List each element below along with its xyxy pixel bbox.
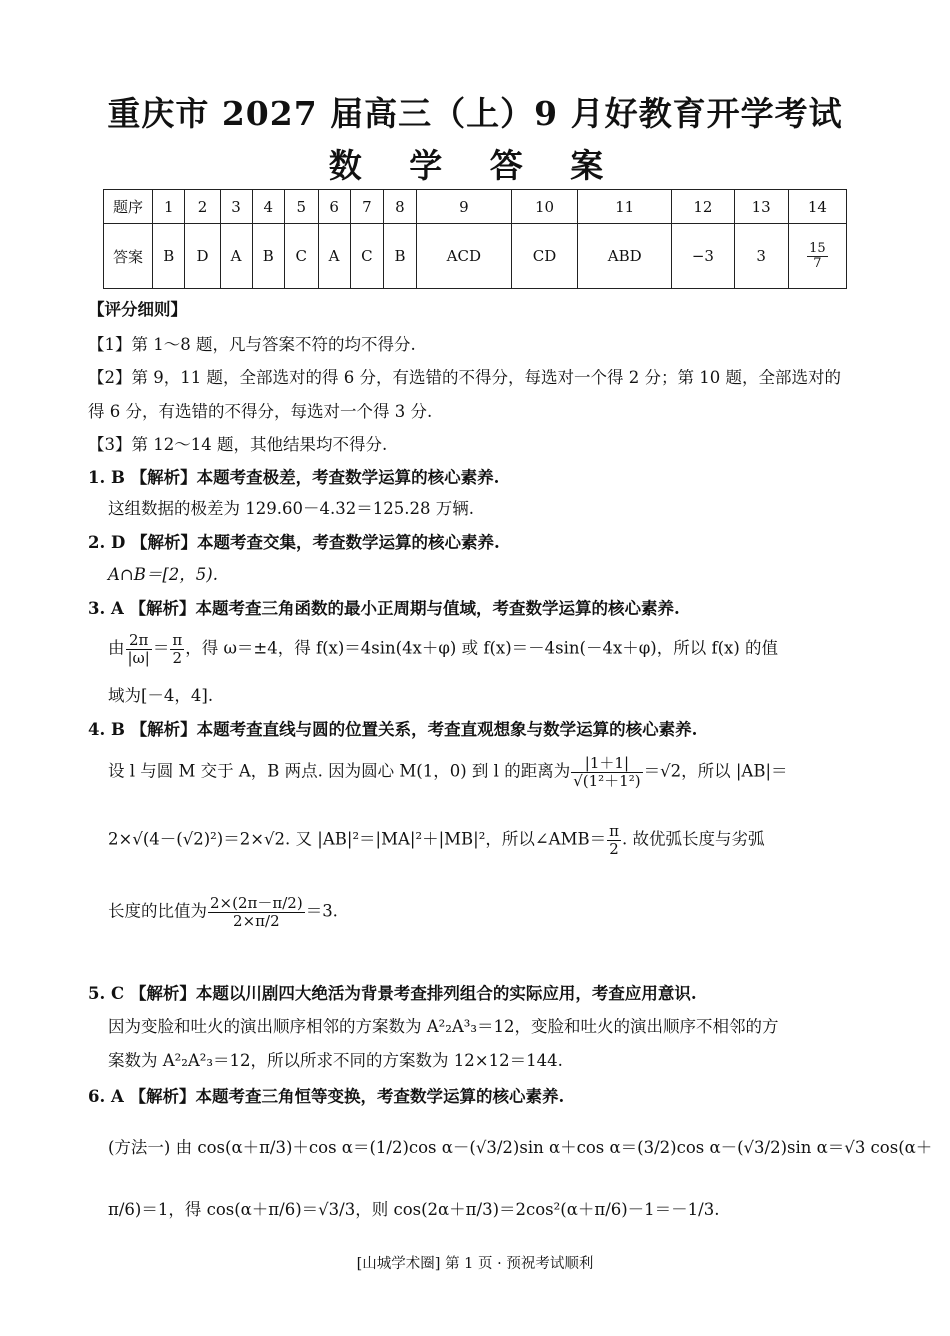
fraction <box>126 632 152 666</box>
q2-heading: 2. D 【解析】本题考查交集，考查数学运算的核心素养. <box>88 533 500 552</box>
q2-body: A∩B＝[2，5). <box>108 565 218 584</box>
table-cell: 5 <box>284 190 318 224</box>
q3-heading: 3. A 【解析】本题考查三角函数的最小正周期与值域，考查数学运算的核心素养. <box>88 599 680 618</box>
fraction-numerator: 15 <box>809 240 826 256</box>
fraction-numerator: 2π <box>126 632 152 650</box>
page-title: 重庆市 2027 届高三（上）9 月好教育开学考试 <box>107 94 843 133</box>
table-cell: B <box>153 224 185 289</box>
q3-line-2: 域为[－4，4]. <box>108 686 214 705</box>
text: 长度的比值为 <box>108 901 207 921</box>
rule-2-line-2: 得 6 分，有选错的不得分，每选对一个得 3 分. <box>88 402 433 421</box>
fraction <box>571 755 642 789</box>
text: . 故优弧长度与劣弧 <box>621 829 765 849</box>
row-label-answer: 答案 <box>104 224 153 289</box>
q5-heading: 5. C 【解析】本题以川剧四大绝活为背景考查排列组合的实际应用，考查应用意识. <box>88 984 697 1003</box>
q4-heading: 4. B 【解析】本题考查直线与圆的位置关系，考查直观想象与数学运算的核心素养. <box>88 720 698 739</box>
table-row-numbers <box>104 190 847 224</box>
table-row-answers <box>104 224 847 289</box>
q5-line-2: 案数为 A²₂A²₃＝12，所以所求不同的方案数为 12×12＝144. <box>108 1051 563 1070</box>
table-cell: 8 <box>384 190 416 224</box>
table-cell: 12 <box>672 190 734 224</box>
table-cell: ACD <box>416 224 511 289</box>
rule-1: 【1】第 1～8 题，凡与答案不符的均不得分. <box>88 335 416 354</box>
table-cell: 9 <box>416 190 511 224</box>
table-cell: 7 <box>350 190 384 224</box>
table-cell-fraction <box>788 224 846 289</box>
table-cell: D <box>185 224 220 289</box>
q6-line-1: (方法一) 由 cos(α＋π/3)＋cos α＝(1/2)cos α－(√3/2)sin α＋cos α＝(3/2)cos α－(√3/2)sin α＝√3 cos(α＋ <box>108 1138 933 1157</box>
q3-line-1 <box>108 632 778 666</box>
table-cell: 14 <box>788 190 846 224</box>
q6-heading: 6. A 【解析】本题考查三角恒等变换，考查数学运算的核心素养. <box>88 1087 565 1106</box>
fraction <box>208 895 305 929</box>
fraction-denominator: 7 <box>813 255 822 271</box>
q1-body: 这组数据的极差为 129.60－4.32＝125.28 万辆. <box>108 499 474 518</box>
q1-heading: 1. B 【解析】本题考查极差，考查数学运算的核心素养. <box>88 468 500 487</box>
table-cell: 2 <box>185 190 220 224</box>
text: 由 <box>108 638 125 658</box>
q4-line-1 <box>108 755 788 789</box>
table-cell: 1 <box>153 190 185 224</box>
page-footer: [山城学术圈] 第 1 页 · 预祝考试顺利 <box>356 1256 594 1272</box>
rule-3: 【3】第 12～14 题，其他结果均不得分. <box>88 435 388 454</box>
fraction-numerator: π <box>172 631 183 649</box>
table-cell: ABD <box>578 224 672 289</box>
fraction <box>607 823 621 857</box>
table-cell: 10 <box>512 190 578 224</box>
fraction-denominator: 2 <box>609 839 619 858</box>
q5-line-1: 因为变脸和吐火的演出顺序相邻的方案数为 A²₂A³₃＝12，变脸和吐火的演出顺序不相邻的方 <box>108 1017 779 1036</box>
q4-line-3 <box>108 895 338 929</box>
page-subtitle: 数 学 答 案 <box>328 146 622 185</box>
row-label-number: 题序 <box>104 190 153 224</box>
table-cell: A <box>220 224 252 289</box>
fraction-denominator: 2 <box>172 648 183 667</box>
fraction-denominator: √(1²＋1²) <box>573 771 641 790</box>
text: ＝ <box>152 638 170 658</box>
text: ＝3. <box>305 901 338 921</box>
table-cell: 11 <box>578 190 672 224</box>
text: 2×√(4－(√2)²)＝2×√2. 又 |AB|²＝|MA|²＋|MB|²，所以∠AMB＝ <box>108 829 607 849</box>
fraction-denominator: |ω| <box>127 648 150 667</box>
rules-heading: 【评分细则】 <box>88 300 187 319</box>
table-cell: 4 <box>252 190 284 224</box>
table-cell: 3 <box>220 190 252 224</box>
fraction-numerator: 2×(2π－π/2) <box>210 894 303 912</box>
fraction-denominator: 2×π/2 <box>233 911 280 930</box>
q6-line-2: π/6)＝1，得 cos(α＋π/6)＝√3/3，则 cos(2α＋π/3)＝2cos²(α＋π/6)－1＝－1/3. <box>108 1200 720 1219</box>
table-cell: C <box>284 224 318 289</box>
text: 设 l 与圆 M 交于 A，B 两点. 因为圆心 M(1，0) 到 l 的距离为 <box>108 761 571 781</box>
fraction-numerator: π <box>609 822 619 840</box>
answer-table <box>103 189 847 289</box>
table-cell: 6 <box>318 190 350 224</box>
text: ，得 ω＝±4，得 f(x)＝4sin(4x＋φ) 或 f(x)＝－4sin(－4x＋φ)，所以 f(x) 的值 <box>185 638 779 658</box>
rule-2-line-1: 【2】第 9，11 题，全部选对的得 6 分，有选错的不得分，每选对一个得 2 分；第 10 题，全部选对的 <box>88 368 841 387</box>
text: ＝√2，所以 |AB|＝ <box>643 761 788 781</box>
table-cell: A <box>318 224 350 289</box>
table-cell: 3 <box>734 224 788 289</box>
fraction <box>807 242 828 270</box>
table-cell: −3 <box>672 224 734 289</box>
q4-line-2 <box>108 823 764 857</box>
fraction <box>170 632 184 666</box>
table-cell: B <box>252 224 284 289</box>
fraction-numerator: |1＋1| <box>571 755 642 773</box>
table-cell: C <box>350 224 384 289</box>
table-cell: 13 <box>734 190 788 224</box>
table-cell: B <box>384 224 416 289</box>
table-cell: CD <box>512 224 578 289</box>
